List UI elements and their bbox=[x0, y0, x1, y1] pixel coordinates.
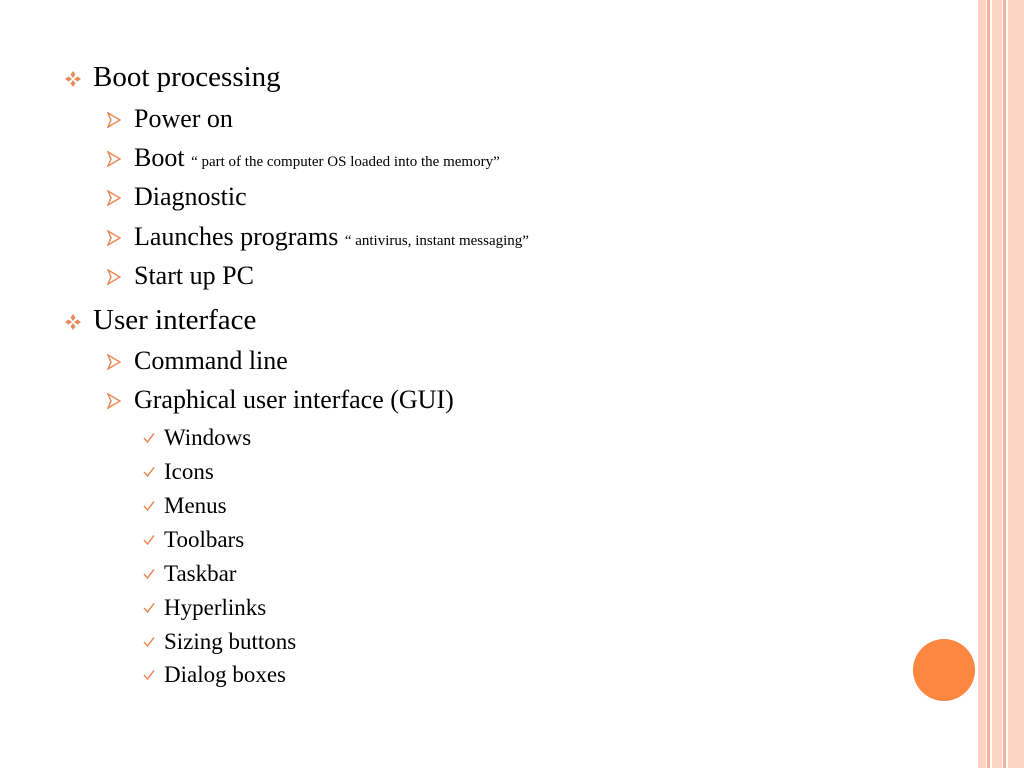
checkmark-icon bbox=[143, 568, 155, 580]
checkmark-icon bbox=[143, 636, 155, 648]
list-item: Diagnostic bbox=[134, 182, 247, 211]
arrowhead-icon bbox=[107, 190, 121, 206]
list-item-note: “ antivirus, instant messaging” bbox=[344, 233, 529, 249]
checkmark-icon bbox=[143, 534, 155, 546]
list-item: Start up PC bbox=[134, 261, 254, 290]
list-item-label: Boot bbox=[134, 143, 185, 172]
border-stripe bbox=[987, 0, 990, 768]
sub-list-item: Taskbar bbox=[164, 561, 237, 586]
sub-list-item: Sizing buttons bbox=[164, 629, 297, 654]
sub-list-item: Hyperlinks bbox=[164, 595, 267, 620]
checkmark-icon bbox=[143, 669, 155, 681]
arrowhead-icon bbox=[107, 230, 121, 246]
list-item: Graphical user interface (GUI) bbox=[134, 385, 454, 414]
checkmark-icon bbox=[143, 432, 155, 444]
arrowhead-icon bbox=[107, 393, 121, 409]
section-heading: User interface bbox=[93, 304, 257, 336]
list-item: Command line bbox=[134, 346, 288, 375]
sub-list-item: Icons bbox=[164, 459, 214, 484]
arrowhead-icon bbox=[107, 151, 121, 167]
arrowhead-icon bbox=[107, 354, 121, 370]
sub-list-item: Menus bbox=[164, 493, 227, 518]
border-stripe bbox=[992, 0, 1002, 768]
checkmark-icon bbox=[143, 500, 155, 512]
checkmark-icon bbox=[143, 602, 155, 614]
sub-list-item: Dialog boxes bbox=[164, 662, 287, 687]
list-item-note: “ part of the computer OS loaded into the memory” bbox=[191, 154, 500, 170]
border-stripe bbox=[1003, 0, 1006, 768]
diamond-cluster-icon bbox=[64, 313, 82, 331]
sub-list-item: Toolbars bbox=[164, 527, 245, 552]
arrowhead-icon bbox=[107, 112, 121, 128]
border-stripe bbox=[1008, 0, 1024, 768]
diamond-cluster-icon bbox=[64, 70, 82, 88]
sub-list-item: Windows bbox=[164, 425, 252, 450]
section-heading: Boot processing bbox=[93, 61, 281, 93]
list-item bbox=[134, 145, 500, 171]
accent-circle bbox=[913, 639, 975, 701]
checkmark-icon bbox=[143, 466, 155, 478]
border-stripe bbox=[978, 0, 986, 768]
arrowhead-icon bbox=[107, 269, 121, 285]
list-item-label: Launches programs bbox=[134, 222, 339, 251]
list-item: Power on bbox=[134, 104, 233, 133]
list-item bbox=[134, 224, 529, 250]
